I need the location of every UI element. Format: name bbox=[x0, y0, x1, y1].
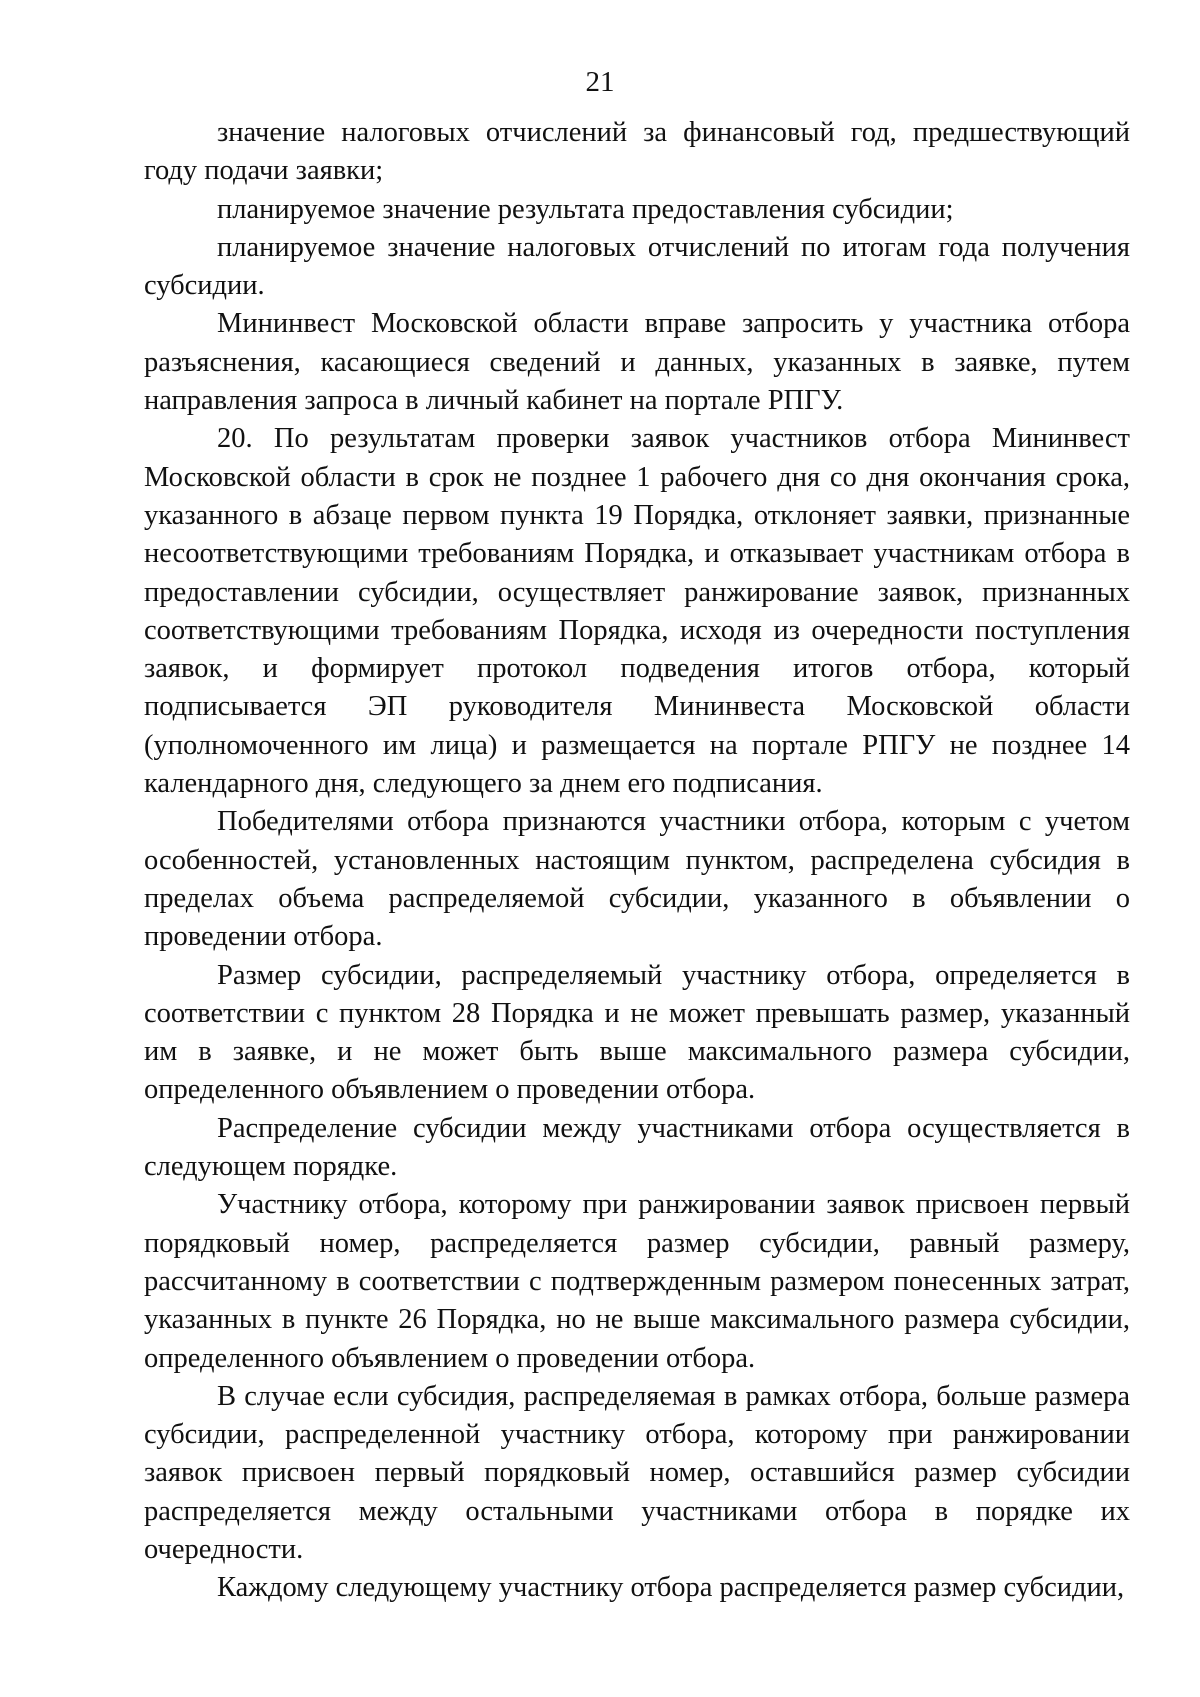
paragraph-planned-result: планируемое значение результата предоставления субсидии; bbox=[217, 193, 954, 225]
paragraph-planned-tax-deductions: планируемое значение налоговых отчислений по итогам года получения субсидии. bbox=[144, 231, 1130, 302]
document-body bbox=[144, 114, 1130, 1608]
paragraph-subsidy-size: Размер субсидии, распределяемый участнику отбора, определяется в соответствии с пунктом 28 Порядка и не может превышать размер, указанный им в заявке, и не может быть выше максимального размера субсидии, определенного объявлением о проведении отбора. bbox=[144, 959, 1130, 1106]
paragraph-winners: Победителями отбора признаются участники отбора, которым с учетом особенностей, установленных настоящим пунктом, распределена субсидия в пределах объема распределяемой субсидии, указанного в объявлении о проведении отбора. bbox=[144, 806, 1130, 953]
paragraph-clarification-request: Мининвест Московской области вправе запросить у участника отбора разъяснения, касающиеся сведений и данных, указанных в заявке, путем направления запроса в личный кабинет на портале РПГУ. bbox=[144, 308, 1130, 417]
paragraph-next-participant: Каждому следующему участнику отбора распределяется размер субсидии, bbox=[217, 1572, 1125, 1604]
paragraph-distribution-order: Распределение субсидии между участниками отбора осуществляется в следующем порядке. bbox=[144, 1112, 1130, 1183]
paragraph-tax-deductions-prior-year: значение налоговых отчислений за финансовый год, предшествующий году подачи заявки; bbox=[144, 117, 1130, 187]
paragraph-item-20: 20. По результатам проверки заявок участников отбора Мининвест Московской области в срок не позднее 1 рабочего дня со дня окончания срока, указанного в абзаце первом пункта 19 Порядка, отклоняет заявки, признанные несоответствующими требованиям Порядка, и отказывает участникам отбора в предоставлении субсидии, осуществляет ранжирование заявок, признанных соответствующими требованиям Порядка, исходя из очередности поступления заявок, и формирует протокол подведения итогов отбора, который подписывается ЭП руководителя Мининвеста Московской области (уполномоченного им лица) и размещается на портале РПГУ не позднее 14 календарного дня, следующего за днем его подписания. bbox=[144, 423, 1130, 800]
paragraph-first-participant: Участнику отбора, которому при ранжировании заявок присвоен первый порядковый номер, распределяется размер субсидии, равный размеру, рассчитанному в соответствии с подтвержденным размером понесенных затрат, указанных в пункте 26 Порядка, но не выше максимального размера субсидии, определенного объявлением о проведении отбора. bbox=[144, 1189, 1130, 1374]
paragraph-remaining-subsidy: В случае если субсидия, распределяемая в рамках отбора, больше размера субсидии, распределенной участнику отбора, которому при ранжировании заявок присвоен первый порядковый номер, оставшийся размер субсидии распределяется между остальными участниками отбора в порядке их очередности. bbox=[144, 1380, 1130, 1565]
page-number: 21 bbox=[585, 66, 615, 98]
